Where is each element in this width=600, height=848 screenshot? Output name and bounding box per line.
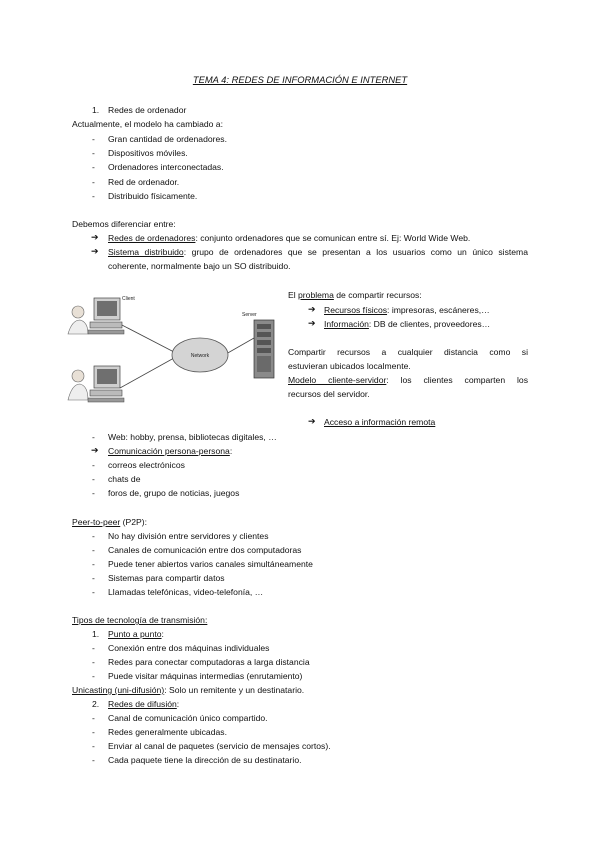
bullet-dash: - bbox=[92, 545, 95, 555]
section-number: 1. bbox=[92, 629, 100, 639]
list-item: Red de ordenador. bbox=[108, 177, 180, 187]
bullet-dash: - bbox=[92, 671, 95, 681]
list-item: correos electrónicos bbox=[108, 460, 185, 470]
list-item: Redes generalmente ubicadas. bbox=[108, 727, 227, 737]
link-line bbox=[120, 358, 174, 388]
section-heading: Redes de ordenador bbox=[108, 105, 187, 115]
list-item: Gran cantidad de ordenadores. bbox=[108, 134, 227, 144]
bullet-dash: - bbox=[92, 727, 95, 737]
list-item: Ordenadores interconectadas. bbox=[108, 162, 224, 172]
problem-line: El problema de compartir recursos: bbox=[288, 290, 422, 300]
list-item: Llamadas telefónicas, video-telefonía, … bbox=[108, 587, 264, 597]
network-label: Network bbox=[190, 353, 210, 359]
intro-text: Actualmente, el modelo ha cambiado a: bbox=[72, 119, 223, 129]
link-line bbox=[120, 324, 174, 352]
definition: : conjunto ordenadores que se comunican entre sí. Ej: World Wide Web. bbox=[195, 233, 471, 243]
list-item: Canal de comunicación único compartido. bbox=[108, 713, 268, 723]
list-item: chats de bbox=[108, 474, 141, 484]
arrow-icon: ➔ bbox=[308, 318, 316, 328]
bullet-dash: - bbox=[92, 148, 95, 158]
bullet-dash: - bbox=[92, 741, 95, 751]
list-item: Web: hobby, prensa, bibliotecas digitales, … bbox=[108, 432, 277, 442]
diff-item-networks bbox=[108, 233, 470, 244]
server-icon bbox=[254, 320, 274, 378]
definition-continued: coherente, normalmente bajo un SO distribuido. bbox=[108, 261, 291, 271]
client-computer-icon bbox=[68, 366, 124, 402]
broadcast-heading: Redes de difusión: bbox=[108, 699, 180, 709]
model-term: Modelo cliente-servidor bbox=[288, 375, 387, 385]
server-label: Server bbox=[242, 312, 257, 318]
diff-item-distributed bbox=[108, 247, 528, 258]
bullet-dash: - bbox=[92, 432, 95, 442]
bullet-dash: - bbox=[92, 755, 95, 765]
term: Sistema distribuido bbox=[108, 247, 184, 257]
unicast-line: Unicasting (uni-difusión): Solo un remitente y un destinatario. bbox=[72, 685, 305, 695]
term: Redes de ordenadores bbox=[108, 233, 196, 243]
remote-access-heading: Acceso a información remota bbox=[324, 417, 436, 427]
bullet-dash: - bbox=[92, 559, 95, 569]
term: Información bbox=[324, 319, 369, 329]
bullet-dash: - bbox=[92, 657, 95, 667]
bullet-dash: - bbox=[92, 643, 95, 653]
share-text-continued: estuvieran ubicados localmente. bbox=[288, 361, 411, 371]
bullet-dash: - bbox=[92, 587, 95, 597]
bullet-dash: - bbox=[92, 191, 95, 201]
bullet-dash: - bbox=[92, 134, 95, 144]
arrow-icon: ➔ bbox=[91, 445, 99, 455]
arrow-icon: ➔ bbox=[91, 246, 99, 256]
section-number: 1. bbox=[92, 105, 100, 115]
share-text: Compartir recursos a cualquier distancia como si bbox=[288, 347, 528, 357]
p2p-heading: Peer-to-peer (P2P): bbox=[72, 517, 147, 527]
term: Recursos físicos bbox=[324, 305, 388, 315]
list-item: No hay división entre servidores y clientes bbox=[108, 531, 269, 541]
diff-intro: Debemos diferenciar entre: bbox=[72, 219, 176, 229]
list-item: Sistemas para compartir datos bbox=[108, 573, 225, 583]
tipos-heading: Tipos de tecnología de transmisión: bbox=[72, 615, 208, 625]
point-to-point-heading: Punto a punto: bbox=[108, 629, 164, 639]
model-line-continued: recursos del servidor. bbox=[288, 389, 370, 399]
resource-info: Información: DB de clientes, proveedores… bbox=[324, 319, 491, 329]
resource-physical: Recursos físicos: impresoras, escáneres,… bbox=[324, 305, 490, 315]
list-item: Enviar al canal de paquetes (servicio de mensajes cortos). bbox=[108, 741, 331, 751]
bullet-dash: - bbox=[92, 713, 95, 723]
list-item: Dispositivos móviles. bbox=[108, 148, 188, 158]
comm-heading: Comunicación persona-persona: bbox=[108, 446, 233, 456]
bullet-dash: - bbox=[92, 488, 95, 498]
list-item: Canales de comunicación entre dos computadoras bbox=[108, 545, 302, 555]
problem-term: problema bbox=[298, 290, 334, 300]
model-line: Modelo cliente-servidor: los clientes comparten los bbox=[288, 375, 528, 385]
bullet-dash: - bbox=[92, 531, 95, 541]
list-item: Conexión entre dos máquinas individuales bbox=[108, 643, 270, 653]
list-item: Puede tener abiertos varios canales simultáneamente bbox=[108, 559, 313, 569]
bullet-dash: - bbox=[92, 460, 95, 470]
section-number: 2. bbox=[92, 699, 100, 709]
arrow-icon: ➔ bbox=[91, 232, 99, 242]
client-label: Client bbox=[122, 296, 135, 302]
bullet-dash: - bbox=[92, 162, 95, 172]
bullet-dash: - bbox=[92, 474, 95, 484]
definition: : grupo de ordenadores que se presentan a los usuarios como un único sistema bbox=[183, 247, 528, 257]
arrow-icon: ➔ bbox=[308, 304, 316, 314]
link-line bbox=[226, 338, 254, 354]
network-diagram bbox=[66, 290, 284, 418]
bullet-dash: - bbox=[92, 177, 95, 187]
list-item: foros de, grupo de noticias, juegos bbox=[108, 488, 240, 498]
arrow-icon: ➔ bbox=[308, 416, 316, 426]
bullet-dash: - bbox=[92, 573, 95, 583]
client-computer-icon bbox=[68, 298, 124, 334]
list-item: Distribuido físicamente. bbox=[108, 191, 198, 201]
page-title: TEMA 4: REDES DE INFORMACIÓN E INTERNET bbox=[192, 74, 408, 85]
list-item: Redes para conectar computadoras a larga distancia bbox=[108, 657, 310, 667]
list-item: Puede visitar máquinas intermedias (enrutamiento) bbox=[108, 671, 303, 681]
list-item: Cada paquete tiene la dirección de su destinatario. bbox=[108, 755, 302, 765]
